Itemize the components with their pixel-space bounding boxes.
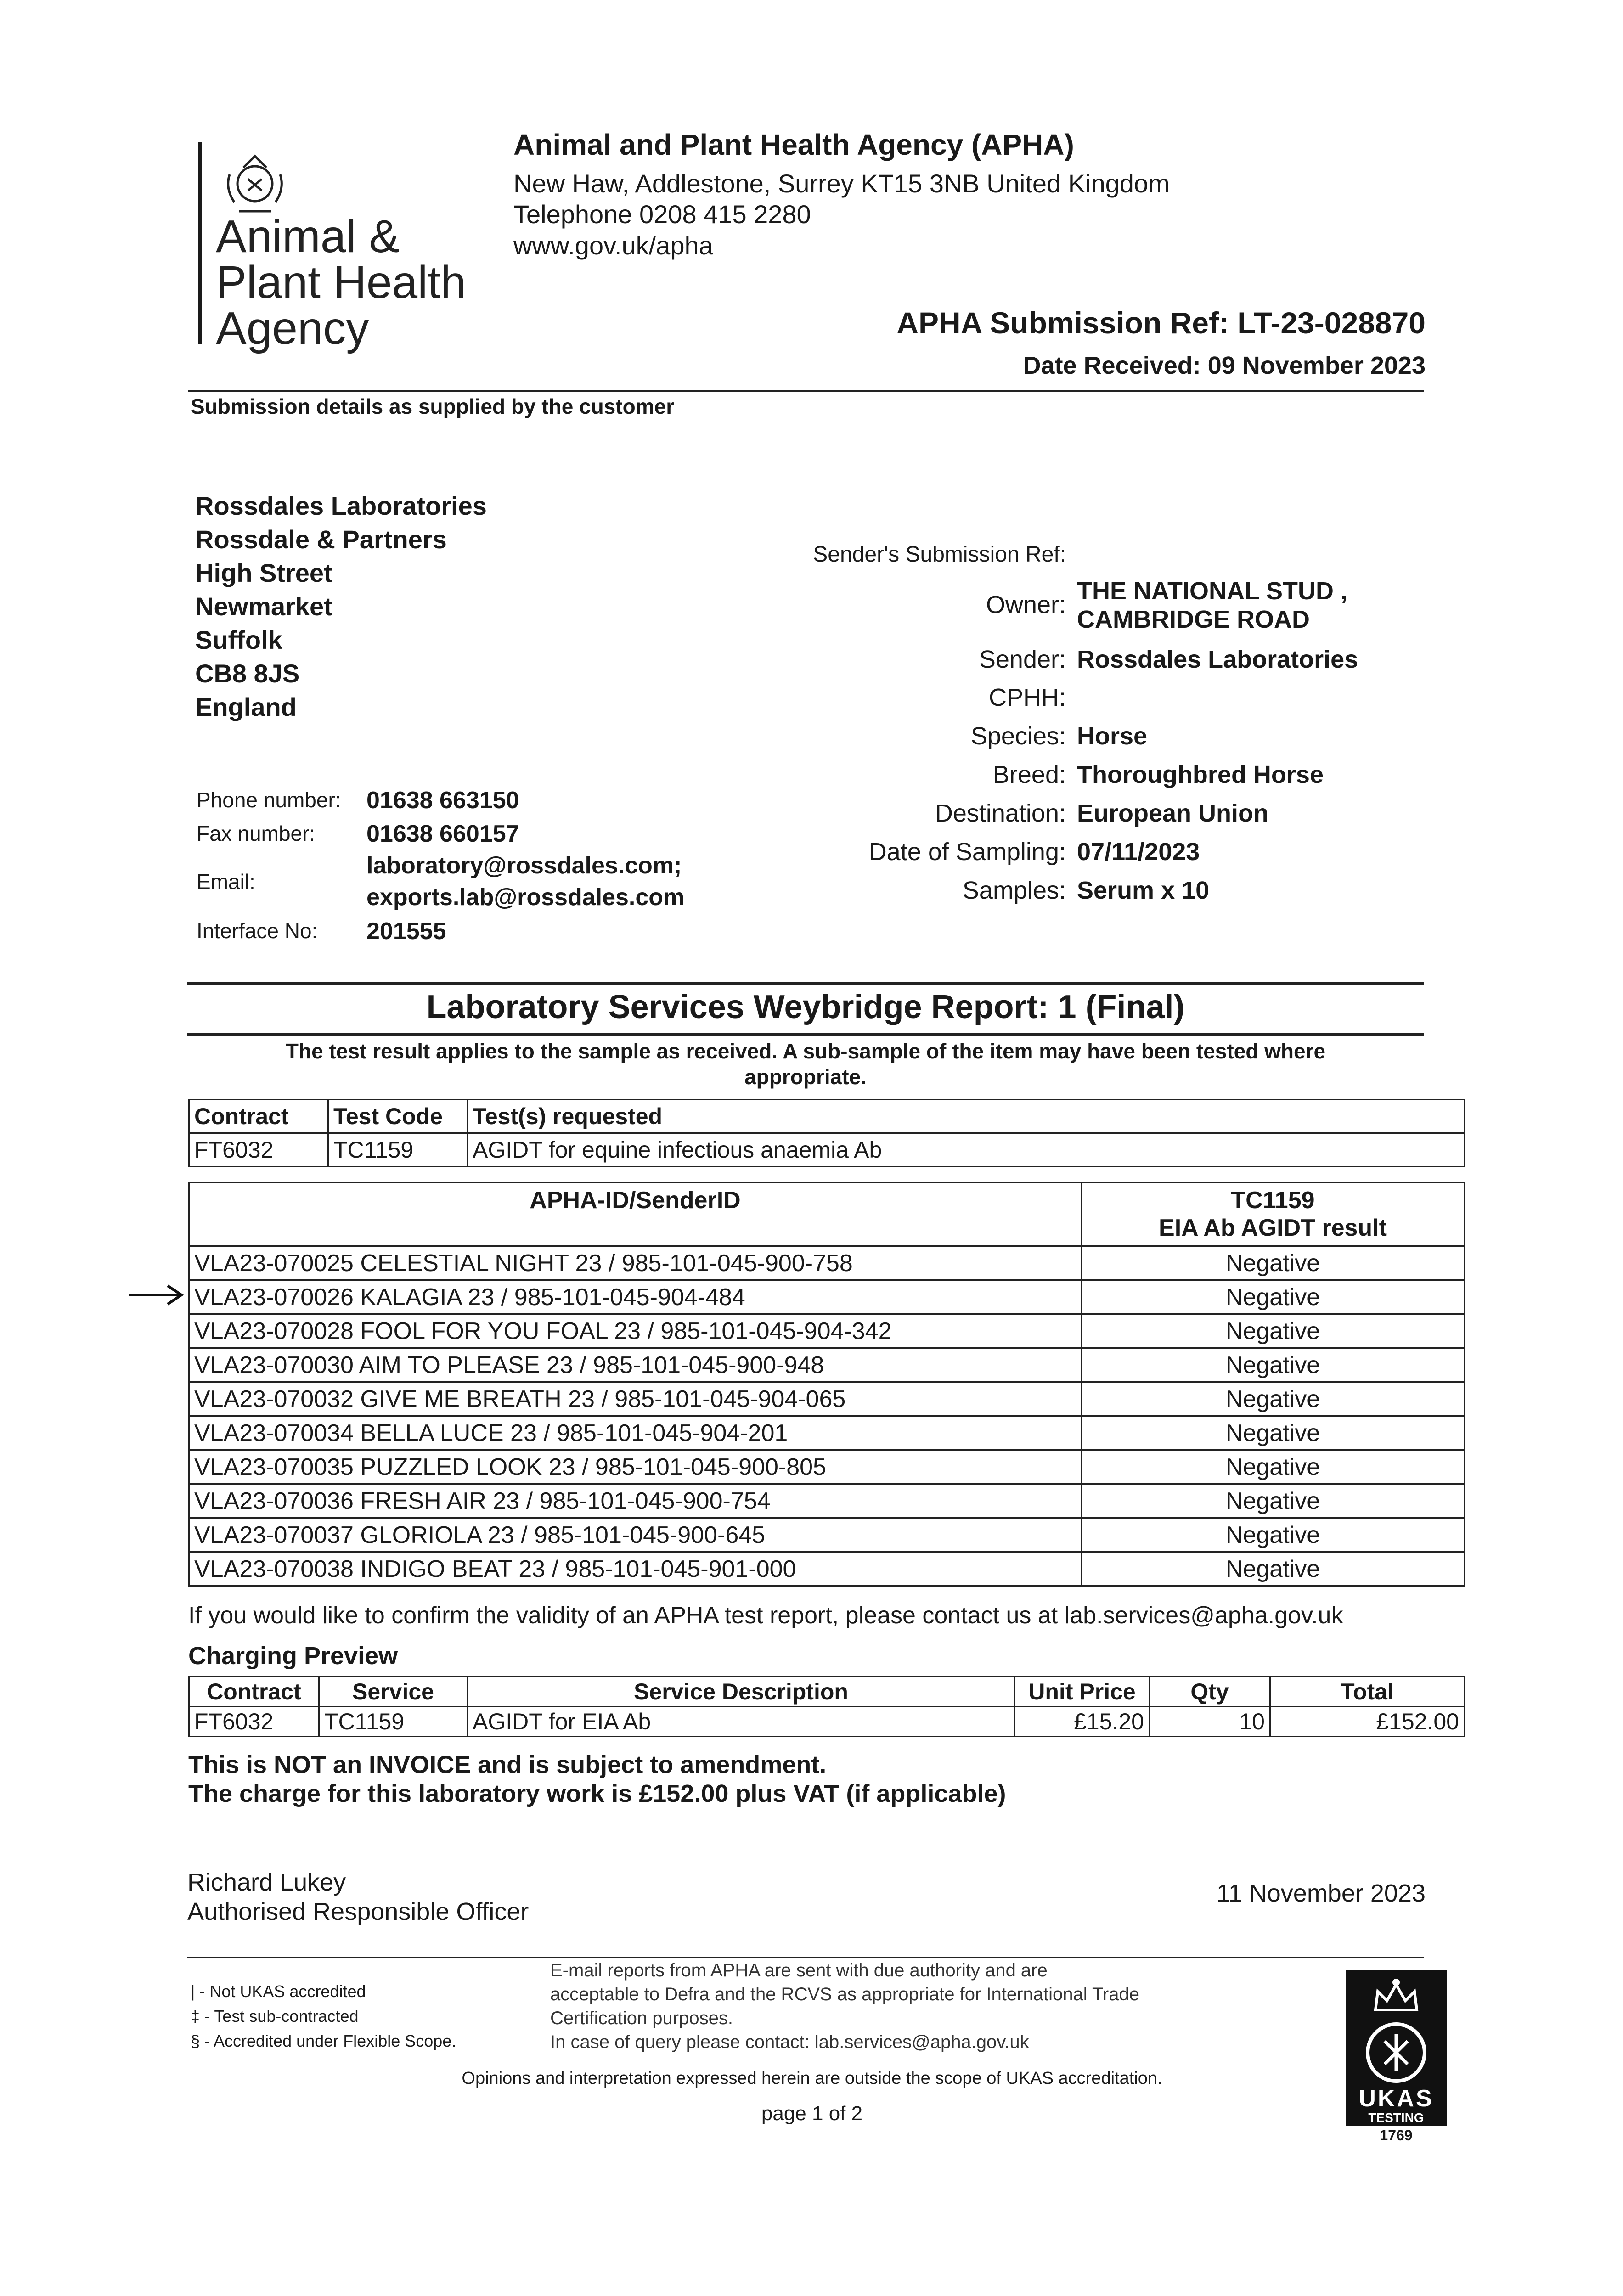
table-header-cell: Test Code bbox=[328, 1100, 468, 1133]
table-cell: 10 bbox=[1150, 1707, 1270, 1737]
table-header-cell: Unit Price bbox=[1015, 1677, 1150, 1707]
table-row bbox=[189, 1484, 1465, 1518]
ukas-tick-emblem-icon bbox=[1364, 2020, 1428, 2085]
report-divider-bottom bbox=[187, 1033, 1424, 1036]
signatory-title: Authorised Responsible Officer bbox=[187, 1898, 529, 1925]
destination-value: European Union bbox=[1077, 799, 1268, 827]
table-row bbox=[189, 1552, 1465, 1586]
sender-value: Rossdales Laboratories bbox=[1077, 646, 1358, 673]
result-cell: Negative bbox=[1082, 1280, 1465, 1314]
sample-id-cell: VLA23-070030 AIM TO PLEASE 23 / 985-101-045-900-948 bbox=[189, 1348, 1082, 1382]
sample-id-cell: VLA23-070028 FOOL FOR YOU FOAL 23 / 985-101-045-904-342 bbox=[189, 1314, 1082, 1348]
phone-label: Phone number: bbox=[197, 788, 341, 812]
table-header-cell: Service Description bbox=[468, 1677, 1015, 1707]
cphh-label: CPHH: bbox=[988, 684, 1066, 711]
email-label: Email: bbox=[197, 870, 255, 894]
sampling-date-value: 07/11/2023 bbox=[1077, 838, 1200, 866]
org-address: New Haw, Addlestone, Surrey KT15 3NB United Kingdom bbox=[513, 169, 1170, 198]
address-line: Rossdale & Partners bbox=[195, 525, 447, 554]
result-cell: Negative bbox=[1082, 1246, 1465, 1280]
table-header-cell: Test(s) requested bbox=[468, 1100, 1465, 1133]
header-divider bbox=[188, 390, 1424, 392]
page-number: page 1 of 2 bbox=[761, 2102, 863, 2125]
not-invoice-note: This is NOT an INVOICE and is subject to amendment. bbox=[188, 1751, 827, 1778]
samples-value: Serum x 10 bbox=[1077, 877, 1210, 904]
table-row bbox=[189, 1314, 1465, 1348]
fax-value: 01638 660157 bbox=[366, 821, 519, 847]
result-cell: Negative bbox=[1082, 1552, 1465, 1586]
table-row bbox=[189, 1280, 1465, 1314]
address-line: Suffolk bbox=[195, 625, 282, 654]
table-row bbox=[189, 1416, 1465, 1450]
results-result-header bbox=[1082, 1182, 1465, 1246]
sample-id-cell: VLA23-070026 KALAGIA 23 / 985-101-045-904-484 bbox=[189, 1280, 1082, 1314]
signoff-date: 11 November 2023 bbox=[1216, 1880, 1426, 1907]
email-note-line: E-mail reports from APHA are sent with due authority and are bbox=[550, 1960, 1048, 1981]
fax-label: Fax number: bbox=[197, 822, 316, 845]
sender-ref-label: Sender's Submission Ref: bbox=[813, 542, 1066, 567]
result-cell: Negative bbox=[1082, 1348, 1465, 1382]
table-cell: £152.00 bbox=[1270, 1707, 1465, 1737]
table-row bbox=[189, 1450, 1465, 1484]
breed-label: Breed: bbox=[992, 761, 1066, 788]
sample-id-cell: VLA23-070036 FRESH AIR 23 / 985-101-045-900-754 bbox=[189, 1484, 1082, 1518]
table-header-row bbox=[189, 1100, 1465, 1133]
charge-note: The charge for this laboratory work is £152.00 plus VAT (if applicable) bbox=[188, 1780, 1006, 1807]
breed-value: Thoroughbred Horse bbox=[1077, 761, 1324, 788]
sampling-date-label: Date of Sampling: bbox=[868, 838, 1066, 866]
samples-label: Samples: bbox=[962, 877, 1066, 904]
result-cell: Negative bbox=[1082, 1518, 1465, 1552]
results-table bbox=[188, 1182, 1465, 1587]
table-header-cell: Contract bbox=[189, 1677, 319, 1707]
report-note-line-2: appropriate. bbox=[744, 1065, 867, 1089]
sample-id-cell: VLA23-070037 GLORIOLA 23 / 985-101-045-900-645 bbox=[189, 1518, 1082, 1552]
species-label: Species: bbox=[970, 722, 1066, 750]
address-line: Newmarket bbox=[195, 592, 332, 621]
results-result-title: EIA Ab AGIDT result bbox=[1159, 1215, 1387, 1241]
report-title: Laboratory Services Weybridge Report: 1 (Final) bbox=[426, 989, 1185, 1025]
ukas-logo bbox=[1346, 1970, 1447, 2126]
legend-not-accredited: | - Not UKAS accredited bbox=[191, 1982, 366, 2001]
table-row bbox=[189, 1246, 1465, 1280]
org-name: Animal and Plant Health Agency (APHA) bbox=[513, 128, 1074, 161]
phone-value: 01638 663150 bbox=[366, 787, 519, 814]
table-row bbox=[189, 1133, 1465, 1167]
logo-text-line-2: Plant Health bbox=[216, 257, 466, 308]
address-line: Rossdales Laboratories bbox=[195, 491, 487, 520]
logo-divider bbox=[198, 142, 202, 344]
ukas-opinions-note: Opinions and interpretation expressed herein are outside the scope of UKAS accreditation. bbox=[462, 2069, 1162, 2088]
customer-address bbox=[195, 489, 487, 724]
results-code-header: TC1159 bbox=[1231, 1187, 1315, 1214]
table-header-cell: Total bbox=[1270, 1677, 1465, 1707]
results-id-header: APHA-ID/SenderID bbox=[189, 1182, 1082, 1246]
owner-label: Owner: bbox=[986, 591, 1066, 619]
report-note-line-1: The test result applies to the sample as received. A sub-sample of the item may have been tested where bbox=[285, 1039, 1326, 1063]
tests-requested-table bbox=[188, 1099, 1465, 1167]
table-cell: FT6032 bbox=[189, 1707, 319, 1737]
result-cell: Negative bbox=[1082, 1450, 1465, 1484]
ukas-testing-label: TESTING bbox=[1368, 2110, 1424, 2125]
ukas-wordmark: UKAS bbox=[1358, 2085, 1434, 2112]
table-row bbox=[189, 1348, 1465, 1382]
sample-id-cell: VLA23-070035 PUZZLED LOOK 23 / 985-101-045-900-805 bbox=[189, 1450, 1082, 1484]
email-note-line: In case of query please contact: lab.services@apha.gov.uk bbox=[550, 2032, 1029, 2052]
table-header-row bbox=[189, 1677, 1465, 1707]
email-authority-note bbox=[550, 1958, 1139, 2054]
interface-value: 201555 bbox=[366, 918, 446, 945]
species-value: Horse bbox=[1077, 722, 1148, 750]
address-line: CB8 8JS bbox=[195, 659, 300, 688]
destination-label: Destination: bbox=[935, 799, 1066, 827]
address-line: High Street bbox=[195, 558, 332, 587]
email-note-line: Certification purposes. bbox=[550, 2008, 733, 2028]
address-line: England bbox=[195, 692, 297, 721]
result-cell: Negative bbox=[1082, 1416, 1465, 1450]
table-cell: AGIDT for equine infectious anaemia Ab bbox=[468, 1133, 1465, 1167]
org-telephone: Telephone 0208 415 2280 bbox=[513, 200, 811, 229]
result-cell: Negative bbox=[1082, 1382, 1465, 1416]
sample-id-cell: VLA23-070034 BELLA LUCE 23 / 985-101-045-904-201 bbox=[189, 1416, 1082, 1450]
email-value-1[interactable]: laboratory@rossdales.com; bbox=[366, 852, 682, 879]
table-header-cell: Contract bbox=[189, 1100, 328, 1133]
legend-flexible-scope: § - Accredited under Flexible Scope. bbox=[191, 2032, 456, 2050]
owner-value-2: CAMBRIDGE ROAD bbox=[1077, 606, 1310, 633]
table-cell: AGIDT for EIA Ab bbox=[468, 1707, 1015, 1737]
table-header-cell: Service bbox=[319, 1677, 468, 1707]
owner-value-1: THE NATIONAL STUD , bbox=[1077, 577, 1347, 605]
legend-subcontracted: ‡ - Test sub-contracted bbox=[191, 2007, 359, 2026]
email-note-line: acceptable to Defra and the RCVS as appropriate for International Trade bbox=[550, 1984, 1139, 2004]
arrow-right-icon bbox=[129, 1283, 184, 1306]
footer-legend bbox=[191, 1979, 456, 2054]
logo-text-line-3: Agency bbox=[216, 303, 369, 354]
royal-coat-of-arms-icon bbox=[216, 147, 294, 220]
table-row bbox=[189, 1707, 1465, 1737]
org-website: www.gov.uk/apha bbox=[513, 231, 713, 260]
table-row bbox=[189, 1518, 1465, 1552]
interface-label: Interface No: bbox=[197, 919, 318, 943]
email-value-2[interactable]: exports.lab@rossdales.com bbox=[366, 884, 685, 911]
table-cell: FT6032 bbox=[189, 1133, 328, 1167]
signatory-name: Richard Lukey bbox=[187, 1868, 346, 1896]
sample-id-cell: VLA23-070025 CELESTIAL NIGHT 23 / 985-101-045-900-758 bbox=[189, 1246, 1082, 1280]
submission-details-caption: Submission details as supplied by the customer bbox=[191, 394, 675, 418]
sample-id-cell: VLA23-070032 GIVE ME BREATH 23 / 985-101-045-904-065 bbox=[189, 1382, 1082, 1416]
validity-note: If you would like to confirm the validity of an APHA test report, please contact us at lab.services@apha.gov.uk bbox=[188, 1602, 1343, 1629]
table-header-cell: Qty bbox=[1150, 1677, 1270, 1707]
logo-text-line-1: Animal & bbox=[216, 211, 400, 262]
date-received: Date Received: 09 November 2023 bbox=[1023, 352, 1426, 379]
result-cell: Negative bbox=[1082, 1314, 1465, 1348]
charging-title: Charging Preview bbox=[188, 1642, 398, 1670]
crown-icon bbox=[1369, 1975, 1424, 2017]
report-divider-top bbox=[187, 982, 1424, 985]
charging-table bbox=[188, 1676, 1465, 1737]
table-row bbox=[189, 1382, 1465, 1416]
result-cell: Negative bbox=[1082, 1484, 1465, 1518]
table-cell: £15.20 bbox=[1015, 1707, 1150, 1737]
table-cell: TC1159 bbox=[319, 1707, 468, 1737]
sender-label: Sender: bbox=[979, 646, 1066, 673]
table-header-row bbox=[189, 1182, 1465, 1246]
ukas-accreditation-number: 1769 bbox=[1380, 2127, 1413, 2144]
submission-ref: APHA Submission Ref: LT-23-028870 bbox=[896, 306, 1426, 340]
table-cell: TC1159 bbox=[328, 1133, 468, 1167]
sample-id-cell: VLA23-070038 INDIGO BEAT 23 / 985-101-045-901-000 bbox=[189, 1552, 1082, 1586]
